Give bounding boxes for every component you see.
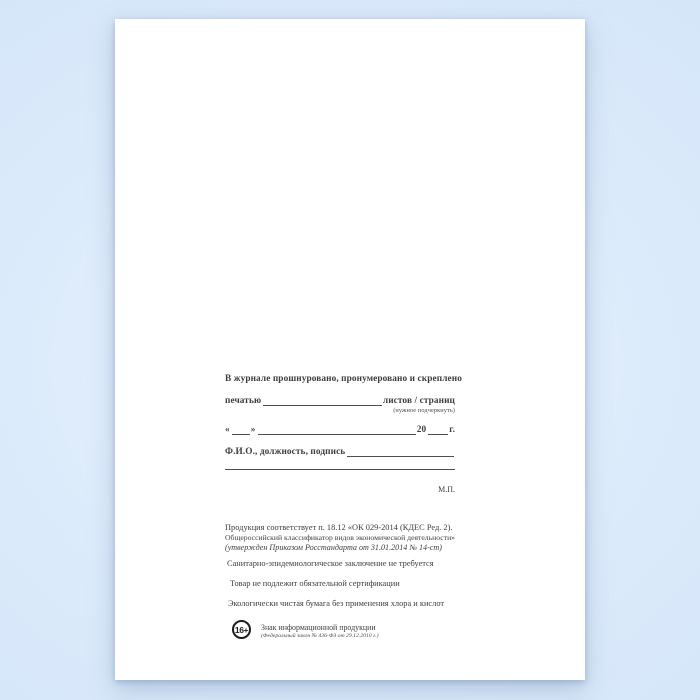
age-mark-label: Знак информационной продукции xyxy=(261,623,376,632)
age-mark-row xyxy=(232,620,462,639)
blank-year xyxy=(428,433,448,435)
compliance-line-3: (утвержден Приказом Росстандарта от 31.01.2014 № 14-ст) xyxy=(225,543,442,552)
blank-signature xyxy=(347,455,454,457)
blank-month xyxy=(258,433,416,435)
blank-full-line xyxy=(225,468,455,470)
journal-back-page xyxy=(115,19,585,680)
fio-label: Ф.И.О., должность, подпись xyxy=(225,447,346,457)
blank-day xyxy=(232,433,250,435)
close-quote: » xyxy=(250,425,256,435)
binding-statement: В журнале прошнуровано, пронумеровано и скреплено xyxy=(225,374,462,384)
compliance-paragraph xyxy=(225,523,471,553)
year-prefix: 20 xyxy=(416,425,427,435)
signature-line-row xyxy=(225,460,455,471)
year-suffix: г. xyxy=(449,425,455,435)
age-mark-law: (Федеральный закон № 436-ФЗ от 29.12.2010 г.) xyxy=(261,633,379,639)
blank-line xyxy=(263,404,382,406)
stamp-row xyxy=(225,396,455,407)
date-row xyxy=(225,425,455,436)
open-quote: « xyxy=(225,425,230,435)
statement-certification: Товар не подлежит обязательной сертификации xyxy=(230,579,400,588)
compliance-line-1: Продукция соответствует п. 18.12 «ОК 029-2014 (КДЕС Ред. 2). xyxy=(225,523,453,532)
sheets-pages-label: листов / страниц xyxy=(382,396,455,406)
statement-sanitary: Санитарно-эпидемиологическое заключение не требуется xyxy=(227,559,434,568)
underline-note: (нужное подчеркнуть) xyxy=(393,407,455,414)
age-16-badge-icon: 16+ xyxy=(232,620,251,639)
stamp-label: печатью xyxy=(225,396,262,406)
age-mark-texts xyxy=(261,620,378,639)
stamp-place-label: М.П. xyxy=(438,485,455,494)
compliance-line-2: Общероссийский классификатор видов экономической деятельности» xyxy=(225,533,456,542)
statement-eco-paper: Экологически чистая бумага без применения хлора и кислот xyxy=(228,599,445,608)
fio-row xyxy=(225,447,455,458)
